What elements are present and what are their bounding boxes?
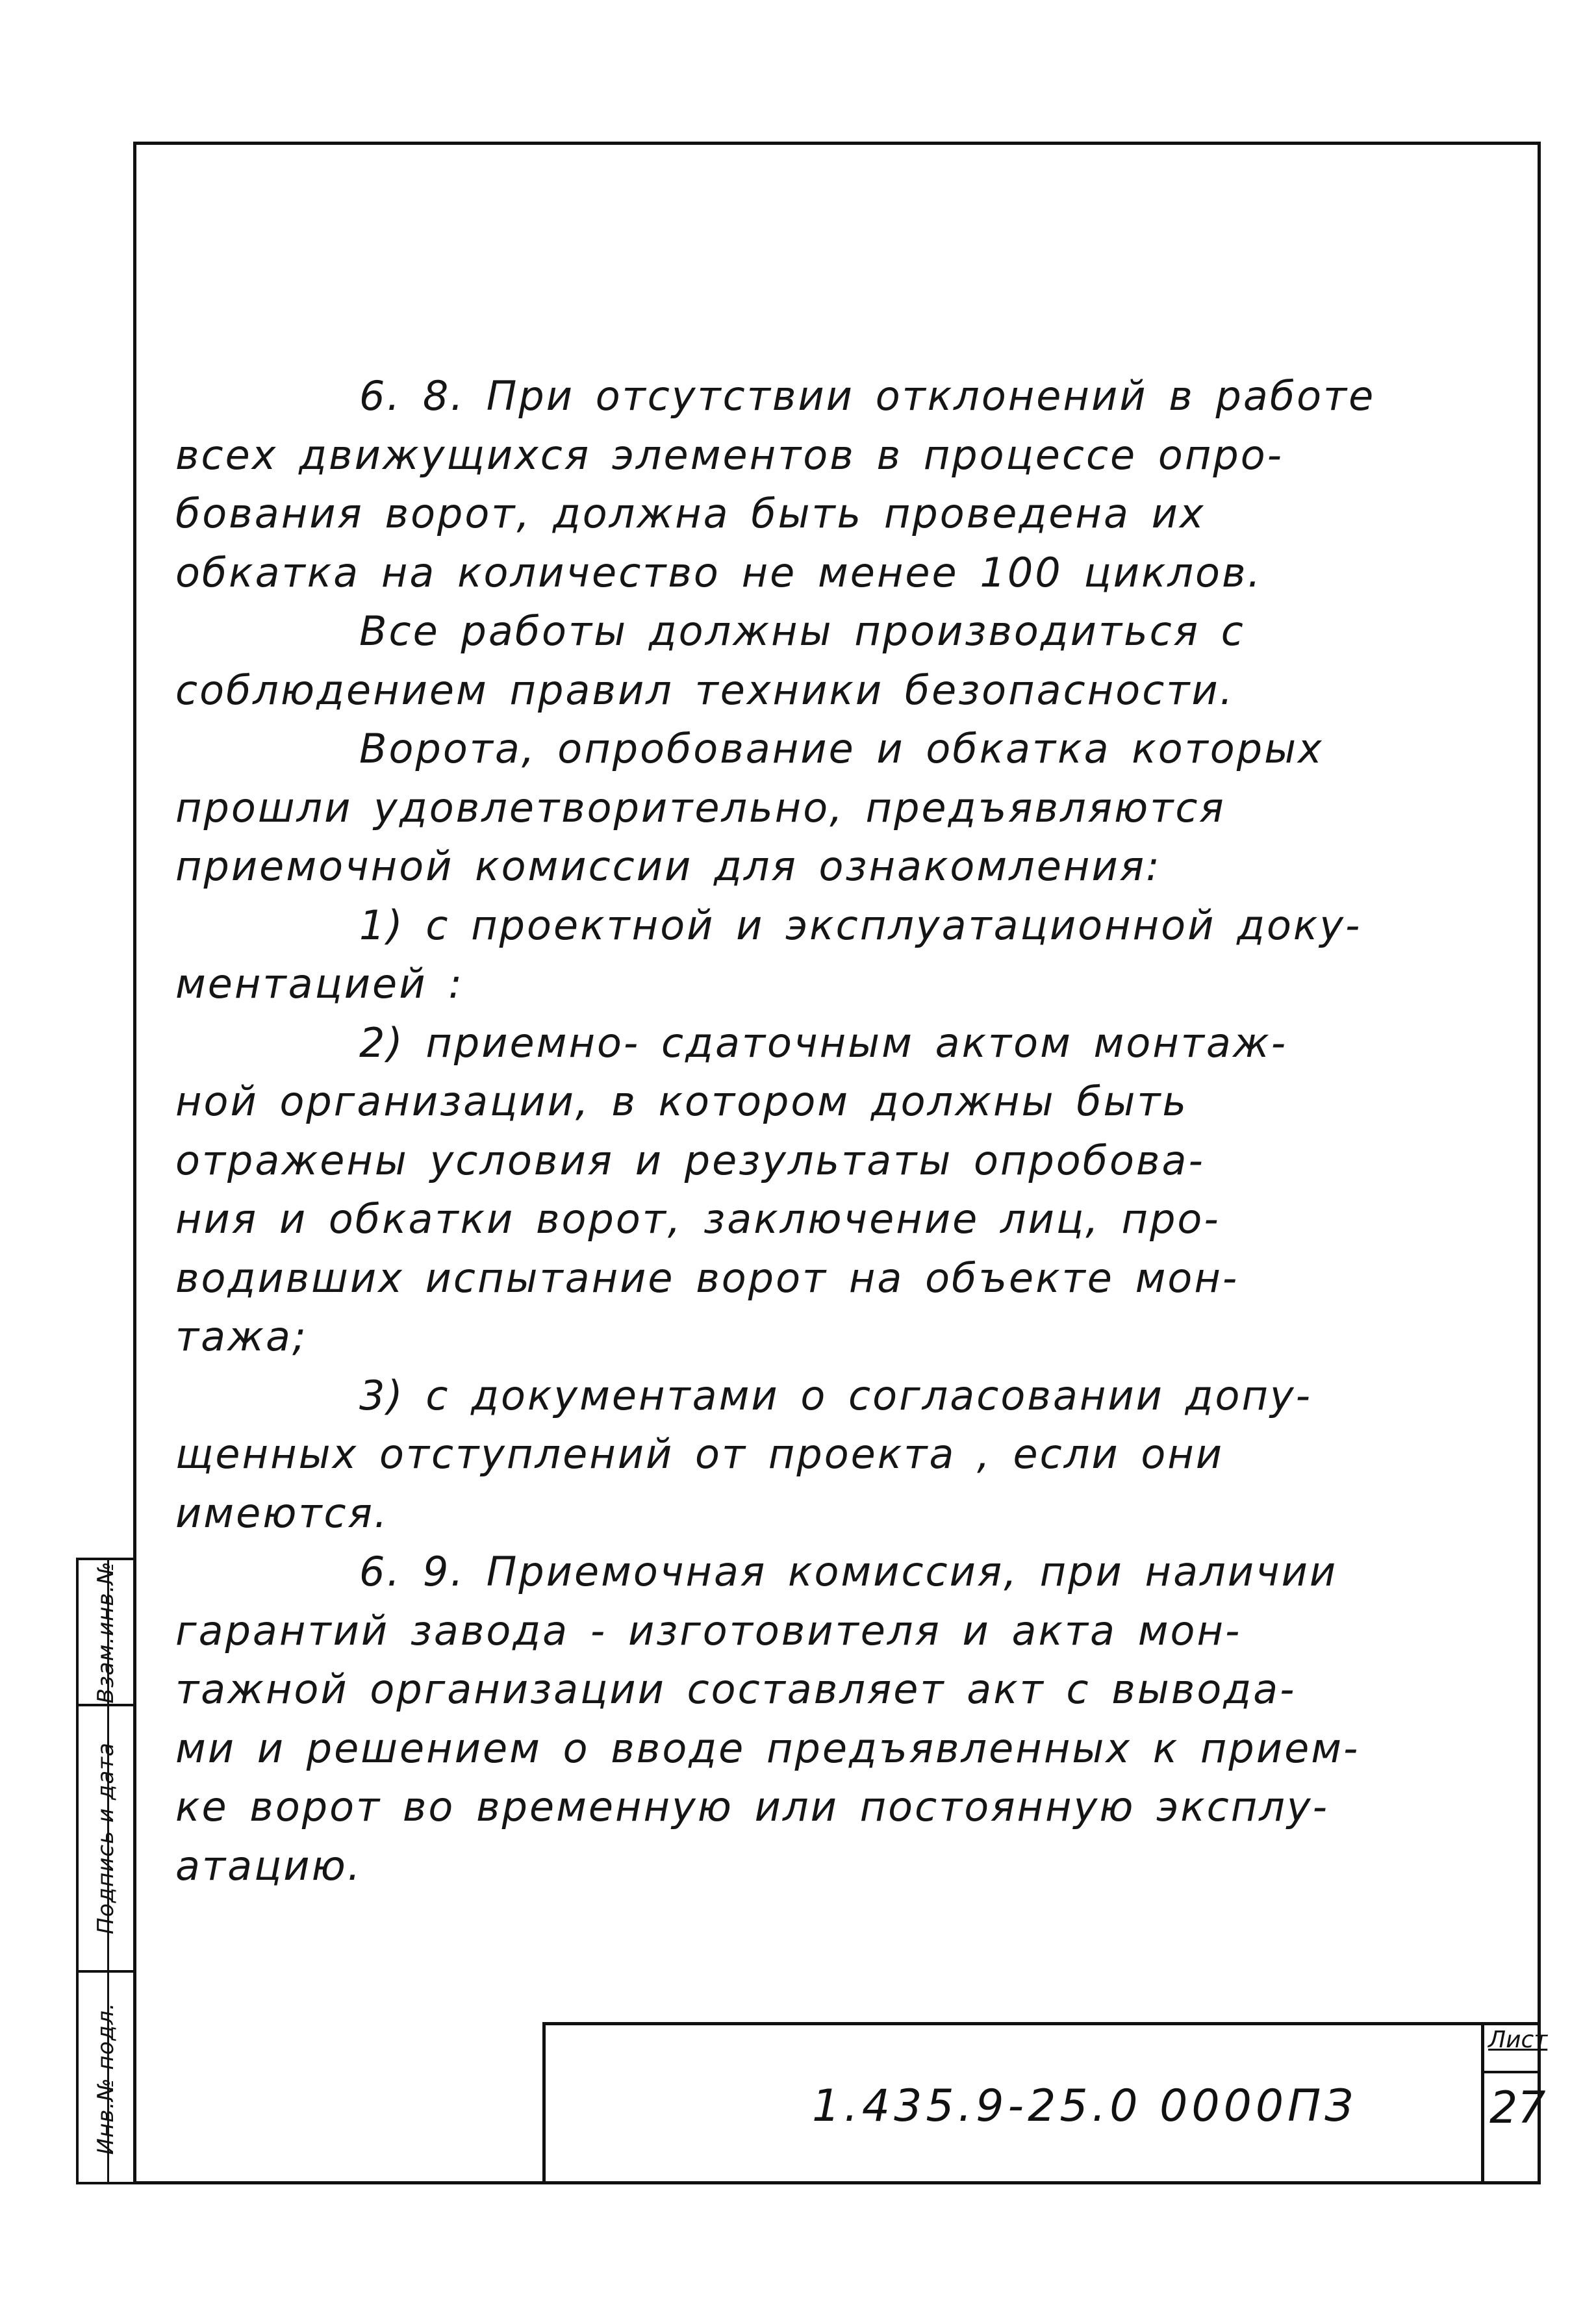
text-line: всех движущихся элементов в процессе опро-	[175, 431, 1284, 479]
text-line: ния и обкатки ворот, заключение лиц, про-	[175, 1195, 1221, 1243]
text-line: прошли удовлетворительно, предъявляются	[175, 783, 1226, 831]
side-stamp-cell-original-inventory	[79, 1973, 133, 2184]
title-block	[542, 2022, 1548, 2184]
text-line: обкатка на количество не менее 100 циклов.	[175, 548, 1263, 596]
text-line: 3) с документами о согласовании допу-	[359, 1371, 1313, 1419]
sheet-number: 27	[1489, 2082, 1546, 2134]
side-stamp-label-signature-date: Подпись и дата	[93, 1742, 119, 1934]
text-line: щенных отступлений от проекта , если они	[175, 1430, 1224, 1478]
text-line: атацию.	[175, 1841, 362, 1890]
side-stamp	[76, 1558, 133, 2184]
sheet-number-box	[1481, 2025, 1548, 2184]
side-stamp-cell-signature-date	[79, 1706, 133, 1973]
text-line: имеются.	[175, 1489, 389, 1537]
text-line: 2) приемно- сдаточным актом монтаж-	[359, 1018, 1288, 1067]
text-line: ментацией :	[175, 960, 464, 1007]
side-stamp-label-original-inventory: Инв.№ подл.	[93, 2002, 119, 2155]
text-line: ке ворот во временную или постоянную эксплу-	[175, 1783, 1329, 1830]
side-stamp-cell-replacement-inventory	[79, 1560, 133, 1706]
text-line: Ворота, опробование и обкатка которых	[359, 725, 1324, 772]
text-line: 6. 8. При отсутствии отклонений в работе	[359, 372, 1376, 420]
text-line: тажной организации составляет акт с выводa-	[175, 1665, 1297, 1713]
text-line: 6. 9. Приемочная комиссия, при наличии	[359, 1548, 1338, 1595]
text-line: ной организации, в котором должны быть	[175, 1078, 1189, 1125]
side-stamp-label-replacement-inventory: Взам.инв.№	[93, 1560, 119, 1704]
document-body-text	[175, 367, 1514, 1895]
text-line: Все работы должны производиться с	[359, 607, 1245, 655]
text-line: ми и решением о вводе предъявленных к прием-	[175, 1724, 1360, 1772]
text-line: бования ворот, должна быть проведена их	[175, 490, 1206, 537]
text-line: тажа;	[175, 1313, 308, 1360]
text-line: соблюдением правил техники безопасности.	[175, 666, 1235, 714]
sheet-divider	[1484, 2071, 1541, 2073]
text-line: приемочной комиссии для ознакомления:	[175, 842, 1161, 890]
text-line: отражены условия и результаты опробова-	[175, 1136, 1205, 1184]
text-line: 1) с проектной и эксплуатационной доку-	[359, 901, 1362, 949]
text-line: гарантий завода - изготовителя и акта мон-	[175, 1606, 1242, 1654]
text-line: водивших испытание ворот на объекте мон-	[175, 1254, 1239, 1302]
sheet-label: Лист	[1488, 2027, 1548, 2053]
document-designation: 1.435.9-25.0 0000ПЗ	[812, 2081, 1357, 2132]
